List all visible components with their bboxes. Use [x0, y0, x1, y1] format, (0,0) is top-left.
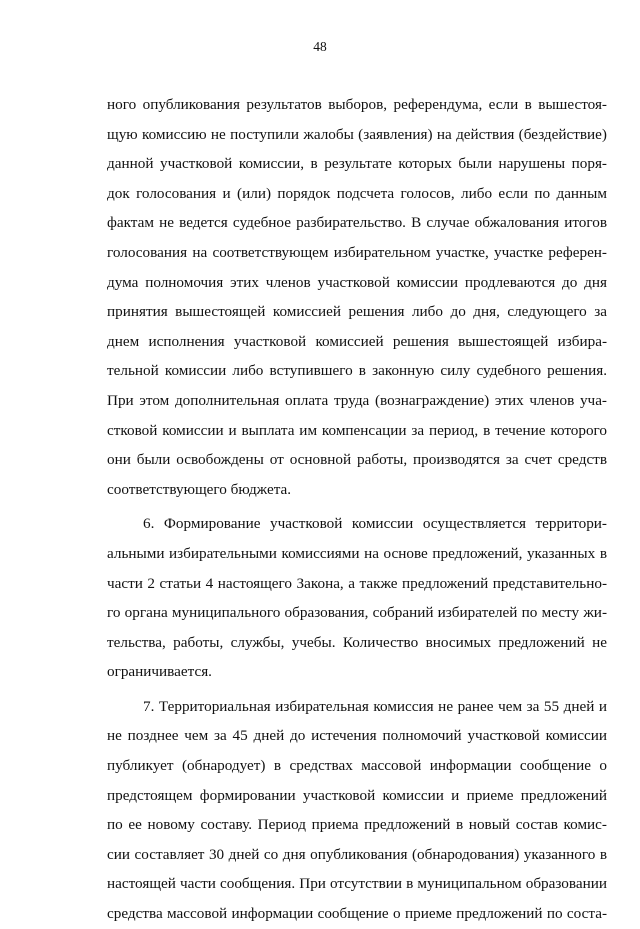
text-line: средства массовой информации сообщение о приеме предложений по соста-	[107, 905, 607, 923]
text-line: принятия вышестоящей комиссией решения либо до дня, следующего за	[107, 303, 607, 321]
text-line: сии составляет 30 дней со дня опубликования (обнародования) указанного в	[107, 845, 607, 863]
text-line: ограничивается.	[107, 663, 212, 681]
text-line: по ее новому составу. Период приема предложений в новый состав комис-	[107, 816, 607, 834]
text-line: данной участковой комиссии, в результате которых были нарушены поря-	[107, 155, 607, 173]
text-line: части 2 статьи 4 настоящего Закона, а также предложений представительно-	[107, 574, 607, 592]
text-line: днем исполнения участковой комиссией решения вышестоящей избира-	[107, 332, 607, 350]
text-line: фактам не ведется судебное разбирательство. В случае обжалования итогов	[107, 214, 607, 232]
text-line: настоящей части сообщения. При отсутствии в муниципальном образовании	[107, 875, 607, 893]
paragraph-continuation	[107, 90, 607, 504]
text-line: дума полномочия этих членов участковой комиссии продлеваются до дня	[107, 273, 607, 291]
text-line: ного опубликования результатов выборов, референдума, если в вышестоя-	[107, 96, 607, 113]
text-line: док голосования и (или) порядок подсчета голосов, либо если по данным	[107, 184, 607, 202]
text-line: щую комиссию не поступили жалобы (заявления) на действия (бездействие)	[107, 125, 607, 143]
text-line: При этом дополнительная оплата труда (вознаграждение) этих членов уча-	[107, 391, 607, 409]
page-number: 48	[313, 39, 327, 54]
paragraph-item-6	[107, 509, 607, 687]
text-line: го органа муниципального образования, собраний избирателей по месту жи-	[107, 604, 607, 622]
paragraph-item-7	[107, 692, 607, 929]
text-line: тельства, работы, службы, учебы. Количество вносимых предложений не	[107, 633, 607, 651]
text-line: тельной комиссии либо вступившего в законную силу судебного решения.	[107, 362, 607, 380]
text-line: соответствующего бюджета.	[107, 480, 292, 498]
text-line: они были освобождены от основной работы, производятся за счет средств	[107, 451, 607, 469]
text-line: предстоящем формировании участковой комиссии и приеме предложений	[107, 786, 607, 804]
text-line: публикует (обнародует) в средствах массовой информации сообщение о	[107, 757, 607, 775]
text-line: стковой комиссии и выплата им компенсации за период, в течение которого	[107, 421, 607, 439]
text-line: 7. Территориальная избирательная комиссия не ранее чем за 55 дней и	[143, 697, 607, 715]
text-line: не позднее чем за 45 дней до истечения полномочий участковой комиссии	[107, 727, 607, 745]
text-line: 6. Формирование участковой комиссии осуществляется территори-	[143, 515, 607, 533]
body-text	[107, 90, 607, 929]
text-line: альными избирательными комиссиями на основе предложений, указанных в	[107, 544, 607, 562]
text-line: голосования на соответствующем избирательном участке, участке референ-	[107, 243, 607, 261]
